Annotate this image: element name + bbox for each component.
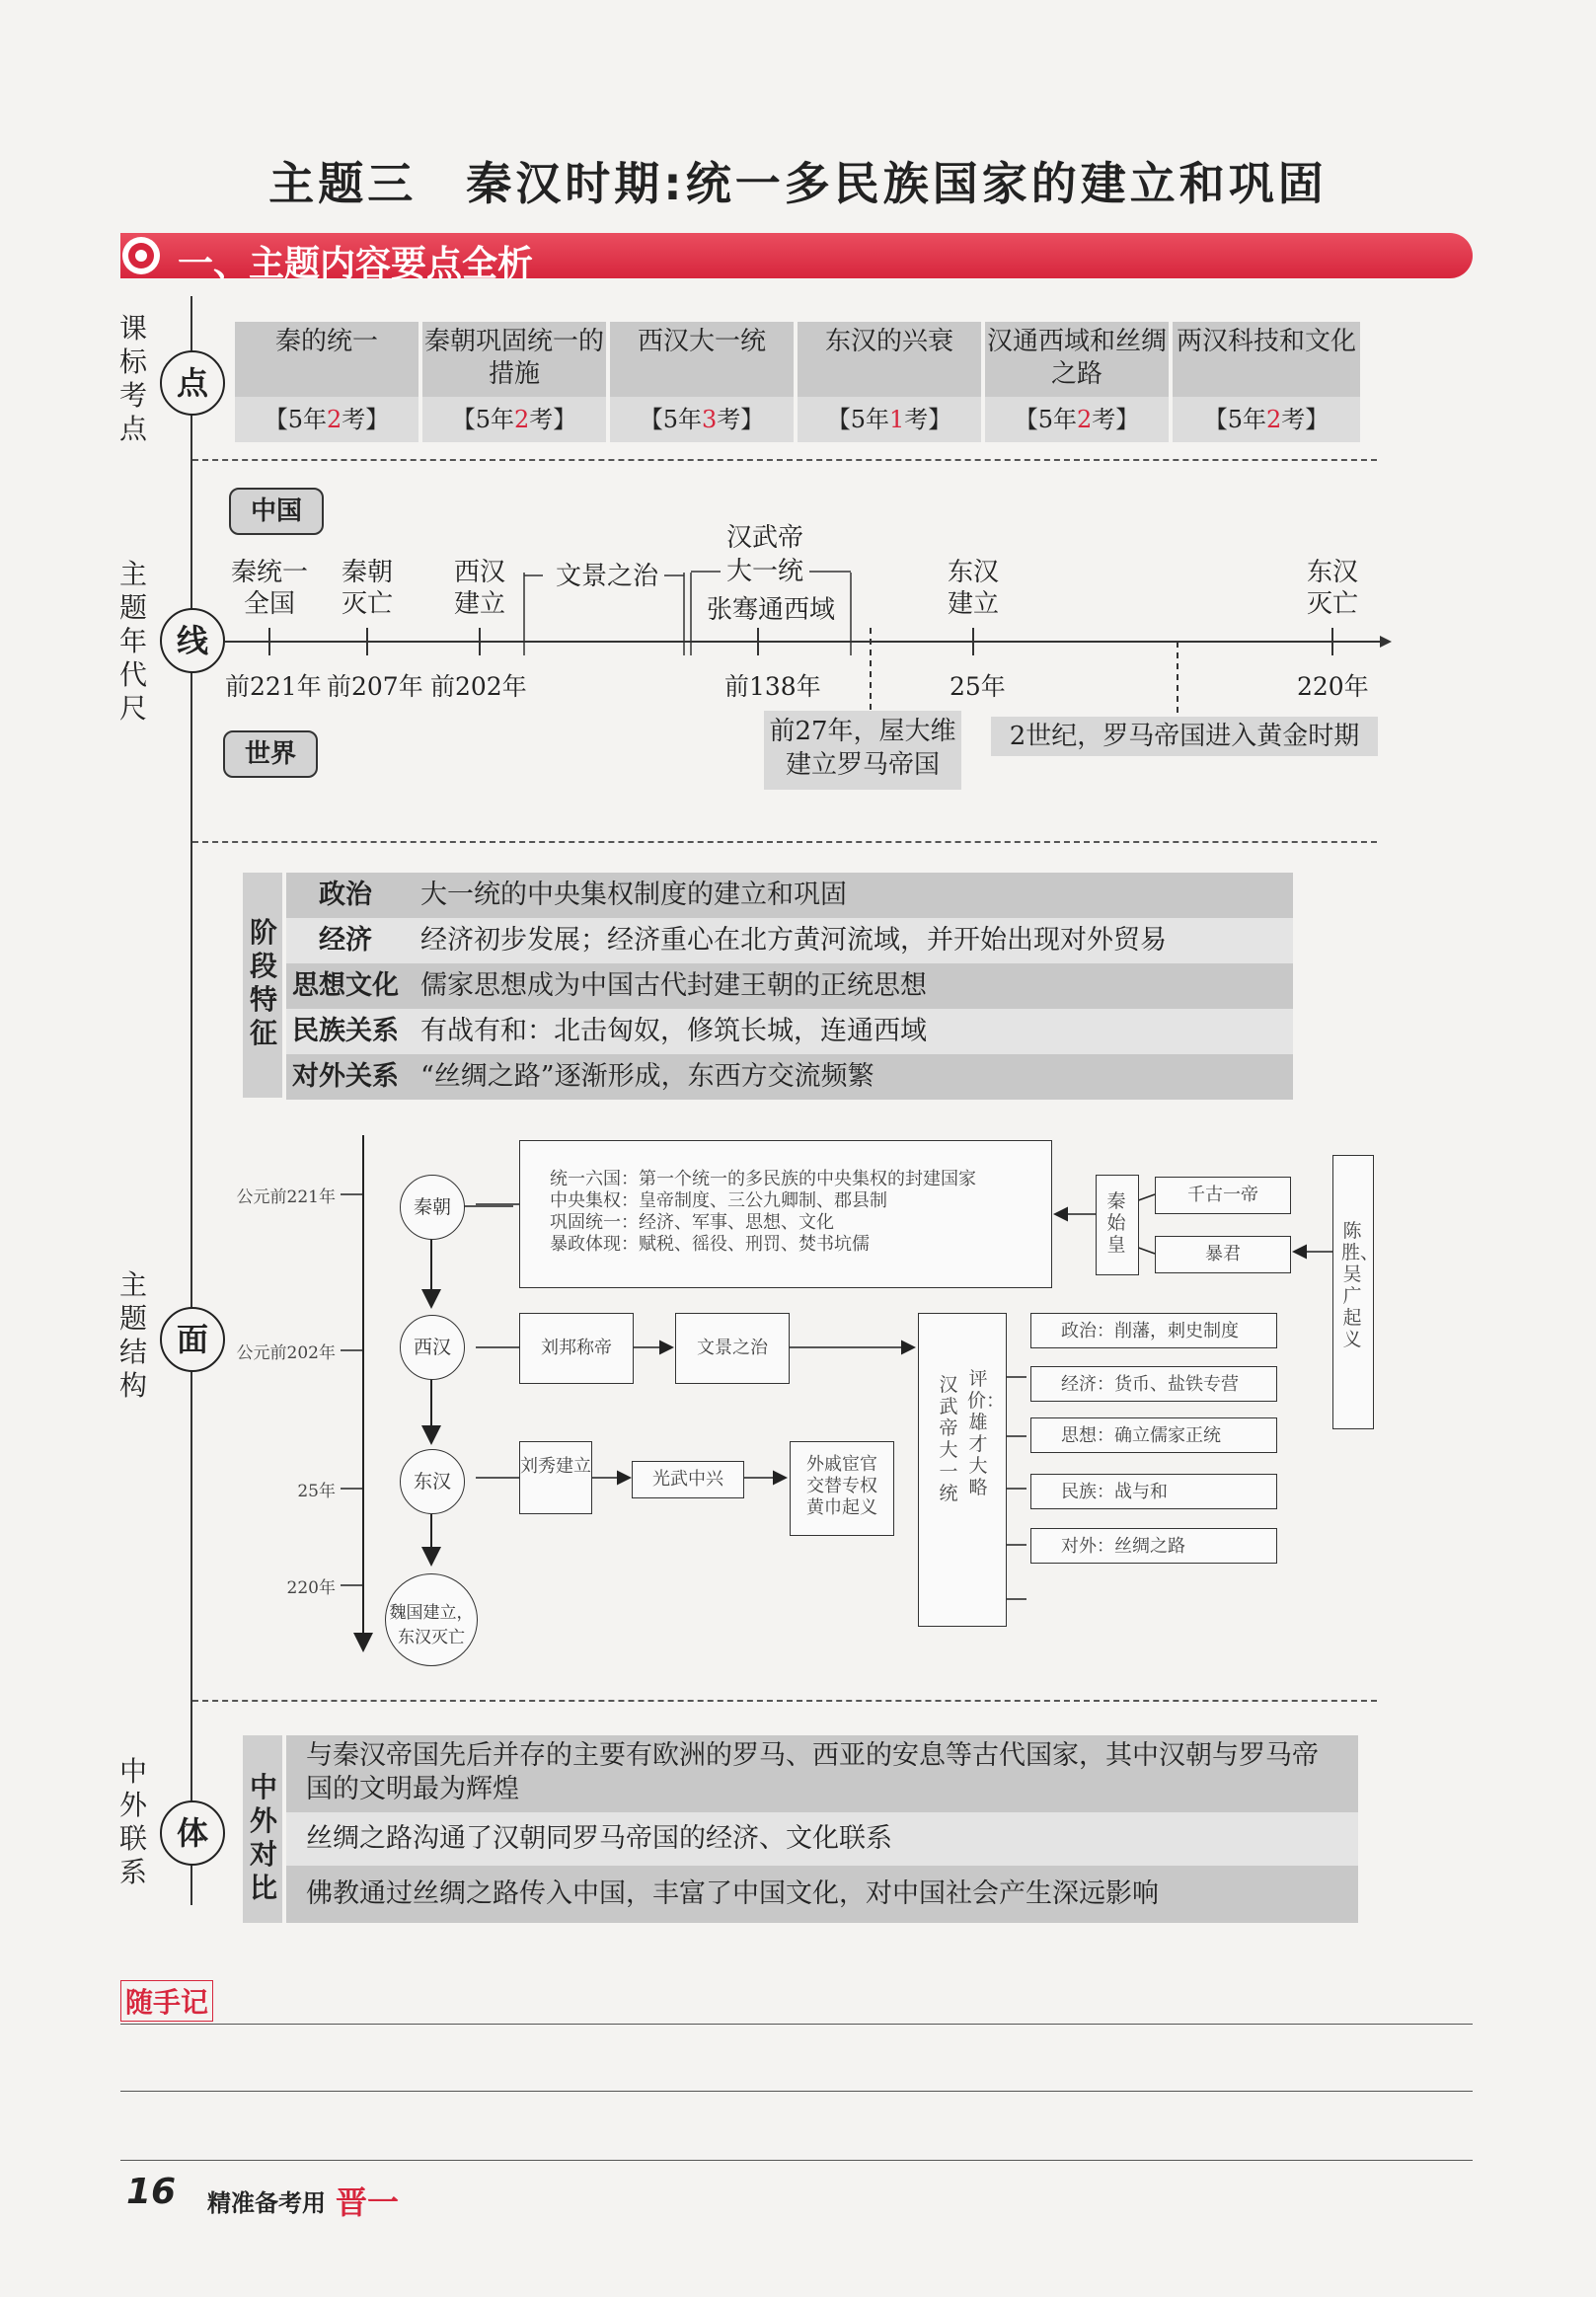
note-line (120, 2160, 1473, 2161)
note-line (120, 2024, 1473, 2025)
topic-1: 秦的统一 (235, 322, 418, 397)
node-donghan: 东汉 (400, 1449, 465, 1514)
liubang-box: 刘邦称帝 (519, 1313, 634, 1384)
circle-mian: 面 (160, 1307, 225, 1372)
axis-label: 220年 (286, 1578, 336, 1598)
circle-ti: 体 (160, 1800, 225, 1866)
event-wenjing: 文景之治 (555, 562, 658, 591)
hanwudi-label: 汉武帝大一统 (939, 1374, 958, 1504)
world-tag: 世界 (223, 730, 318, 778)
side-label-4: 中外联系 (118, 1755, 147, 1888)
event-donghan-fall: 东汉灭亡 (1306, 558, 1358, 619)
footer-brand: 晋一 (336, 2183, 400, 2221)
event-qin-fall: 秦朝灭亡 (341, 558, 393, 619)
compare-row: 佛教通过丝绸之路传入中国，丰富了中国文化，对中国社会产生深远影响 (286, 1866, 1358, 1923)
axis-label: 公元前202年 (236, 1343, 336, 1363)
event-hanwudi: 汉武帝 (725, 523, 803, 553)
waiqi-box: 外戚宦官 交替专权 黄巾起义 (790, 1441, 894, 1536)
side-label-3: 主题结构 (118, 1268, 147, 1402)
qian-gu-yi-di: 千古一帝 (1155, 1177, 1291, 1214)
event-xihan-found: 西汉建立 (453, 558, 505, 619)
footer-text: 精准备考用 (207, 2189, 326, 2217)
compare-row: 丝绸之路沟通了汉朝同罗马帝国的经济、文化联系 (286, 1812, 1358, 1866)
qin-detail-box: 统一六国：第一个统一的多民族的中央集权的封建国家 中央集权：皇帝制度、三公九卿制、郡县制 巩固统一：经济、军事、思想、文化 暴政体现：赋税、徭役、刑罚、焚书坑儒 (519, 1140, 1052, 1288)
bao-jun: 暴君 (1155, 1236, 1291, 1273)
section-title: 一、主题内容要点全析 (178, 243, 534, 284)
year-220: 220年 (1297, 672, 1369, 701)
note-line (120, 2091, 1473, 2092)
axis-label: 25年 (297, 1482, 336, 1501)
year-221bc: 前221年 (225, 672, 322, 701)
circle-xian: 线 (160, 608, 225, 673)
node-end: 魏国建立， 东汉灭亡 (385, 1573, 478, 1666)
year-202bc: 前202年 (430, 672, 527, 701)
event-qin-unify: 秦统一全国 (230, 558, 308, 619)
compare-row: 与秦汉帝国先后并存的主要有欧洲的罗马、西亚的安息等古代国家，其中汉朝与罗马帝国的文明最为辉煌 (286, 1735, 1358, 1812)
topic-5: 汉通西域和丝绸之路 (985, 322, 1169, 397)
wenjing-box: 文景之治 (675, 1313, 790, 1384)
hanwudi-item: 经济：货币、盐铁专营 (1030, 1366, 1277, 1402)
stage-row: 思想文化 儒家思想成为中国古代封建王朝的正统思想 (286, 963, 1293, 1009)
topic-4: 东汉的兴衰 (798, 322, 981, 397)
hanwudi-box (918, 1313, 1007, 1627)
circle-dian: 点 (160, 350, 225, 416)
freq-4: 【5年1考】 (798, 397, 981, 442)
divider (192, 1700, 1377, 1702)
hanwudi-item: 对外：丝绸之路 (1030, 1528, 1277, 1564)
stage-row: 对外关系 “丝绸之路”逐渐形成，东西方交流频繁 (286, 1054, 1293, 1100)
freq-3: 【5年3考】 (610, 397, 794, 442)
freq-5: 【5年2考】 (985, 397, 1169, 442)
liuxiu-box: 刘秀建立 (519, 1441, 592, 1514)
hanwudi-item: 政治：削藩，刺史制度 (1030, 1313, 1277, 1348)
year-138bc: 前138年 (724, 672, 821, 701)
year-207bc: 前207年 (327, 672, 423, 701)
stage-label: 阶段特征 (249, 916, 277, 1049)
hanwudi-eval: 评价：雄才大略 (967, 1368, 1006, 1498)
topic-2: 秦朝巩固统一的措施 (422, 322, 606, 397)
freq-1: 【5年2考】 (235, 397, 418, 442)
china-tag: 中国 (229, 488, 324, 535)
event-dayitong: 大一统 (725, 557, 803, 586)
side-label-1: 课标考点 (118, 312, 147, 445)
page-number: 16 (126, 2172, 177, 2212)
world-event-1: 前27年，屋大维建立罗马帝国 (764, 711, 961, 790)
page-title: 主题三 秦汉时期:统一多民族国家的建立和巩固 (268, 157, 1328, 210)
compare-label: 中外对比 (249, 1771, 277, 1904)
node-qin: 秦朝 (400, 1175, 465, 1240)
event-zhangqian: 张骞通西域 (706, 595, 835, 625)
world-event-2: 2世纪，罗马帝国进入黄金时期 (991, 717, 1378, 756)
hanwudi-item: 思想：确立儒家正统 (1030, 1417, 1277, 1453)
notes-label: 随手记 (120, 1980, 213, 2022)
topic-3: 西汉大一统 (610, 322, 794, 397)
node-xihan: 西汉 (400, 1315, 465, 1380)
chensheng-label: 陈胜、吴广起义 (1341, 1220, 1380, 1350)
stage-row: 民族关系 有战有和：北击匈奴，修筑长城，连通西域 (286, 1009, 1293, 1054)
year-25: 25年 (950, 672, 1006, 701)
guangwu-box: 光武中兴 (632, 1461, 744, 1498)
stage-row: 政治 大一统的中央集权制度的建立和巩固 (286, 873, 1293, 918)
stage-row: 经济 经济初步发展；经济重心在北方黄河流域，并开始出现对外贸易 (286, 918, 1293, 963)
freq-6: 【5年2考】 (1173, 397, 1360, 442)
freq-2: 【5年2考】 (422, 397, 606, 442)
side-label-2: 主题年代尺 (118, 558, 147, 725)
topic-6: 两汉科技和文化 (1173, 322, 1360, 397)
hanwudi-item: 民族：战与和 (1030, 1474, 1277, 1509)
axis-label: 公元前221年 (236, 1187, 336, 1207)
event-donghan-found: 东汉建立 (947, 558, 999, 619)
qinshihuang-label: 秦始皇 (1106, 1190, 1126, 1256)
